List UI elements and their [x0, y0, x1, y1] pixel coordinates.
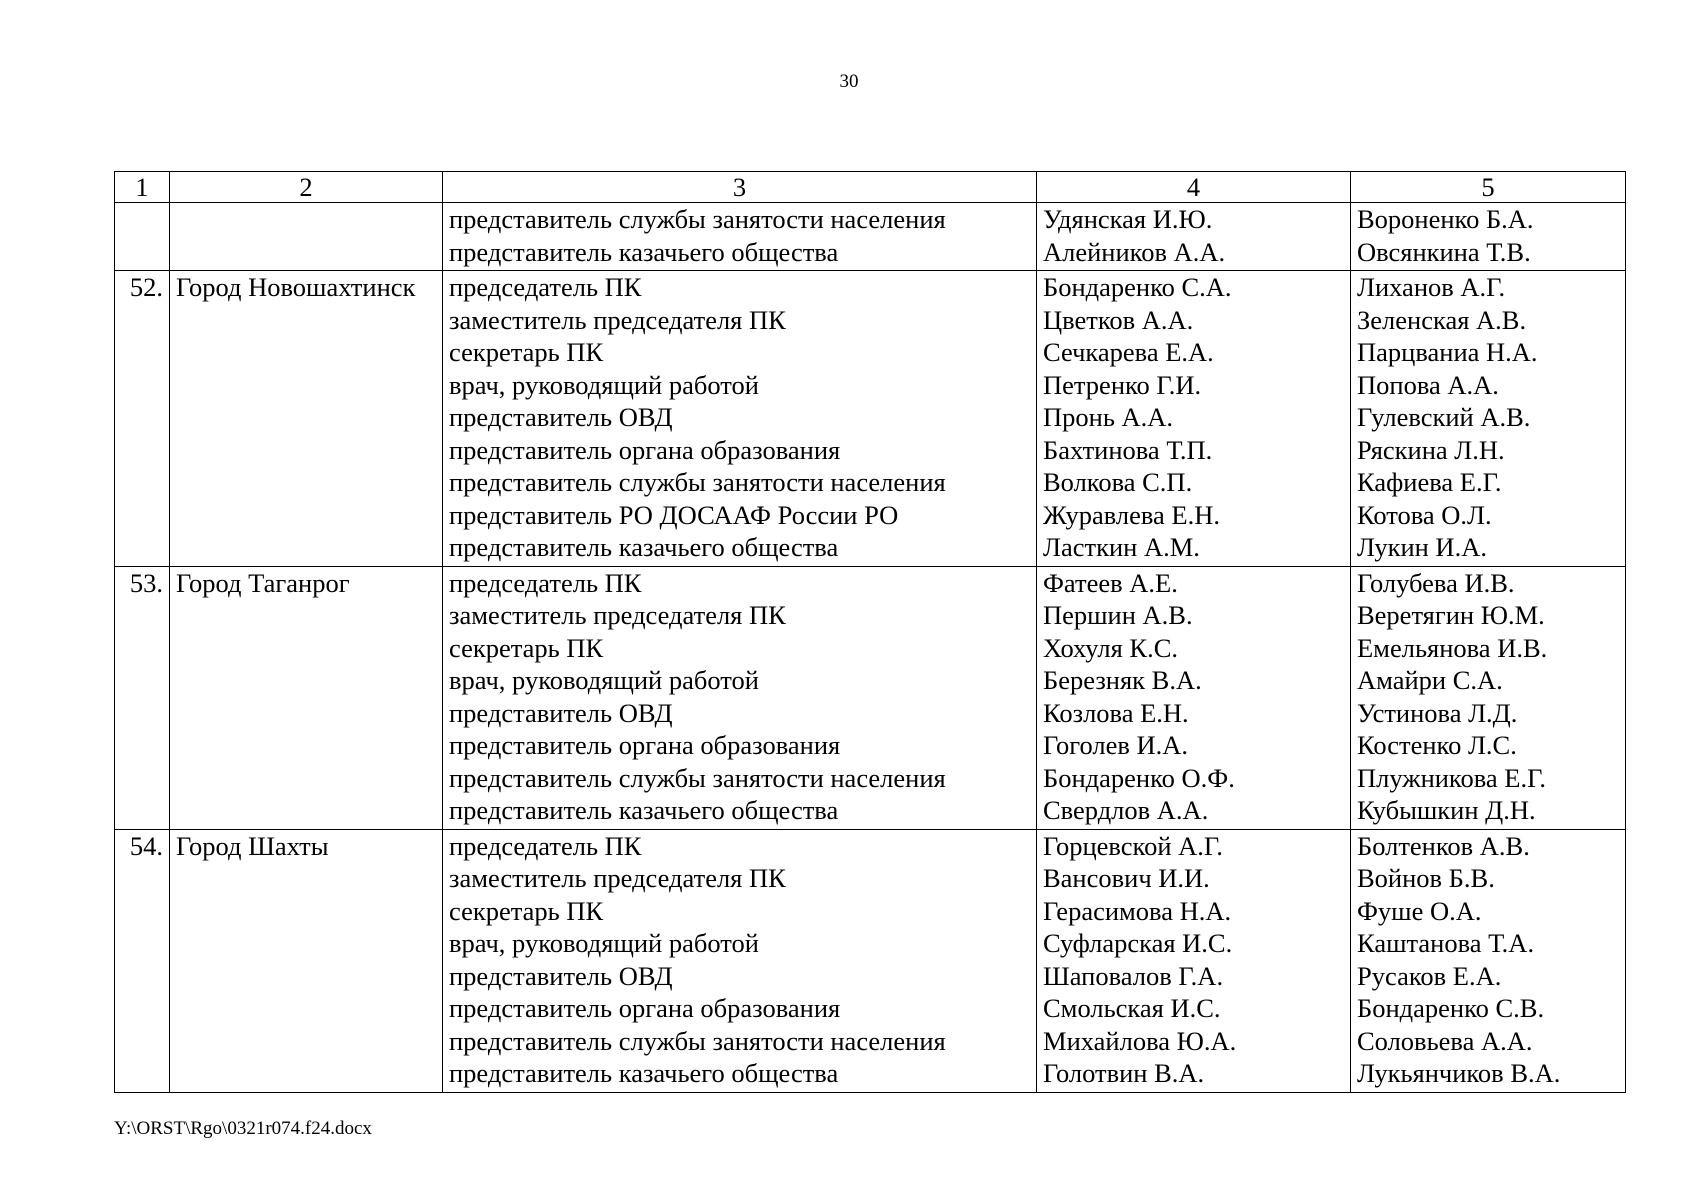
- row-number-cell: [115, 271, 170, 567]
- member-name: Гоголев И.А.: [1043, 730, 1188, 760]
- reserve-name: Амайри С.А.: [1357, 665, 1503, 695]
- role-line: представитель службы занятости населения: [449, 762, 946, 793]
- role-line: представитель ОВД: [449, 960, 673, 991]
- role-line: представитель казачьего общества: [449, 1058, 839, 1088]
- member-cell: [1037, 829, 1351, 1092]
- reserve-name: Гулевский А.В.: [1357, 402, 1531, 432]
- member-name: Петренко Г.И.: [1043, 369, 1202, 400]
- member-name: Фатеев А.Е.: [1043, 567, 1178, 598]
- member-name: Горцевской А.Г.: [1043, 830, 1223, 861]
- table-row: [115, 203, 1626, 271]
- role-line: представитель ОВД: [449, 697, 673, 728]
- reserve-cell: [1351, 271, 1626, 567]
- role-line: представитель РО ДОСААФ России РО: [449, 499, 899, 530]
- reserve-name: Соловьева А.А.: [1357, 1025, 1533, 1056]
- member-name: Герасимова Н.А.: [1043, 895, 1232, 926]
- reserve-name: Бондаренко С.В.: [1357, 993, 1545, 1023]
- member-name: Бондаренко С.А.: [1043, 272, 1232, 302]
- member-cell: [1037, 203, 1351, 271]
- reserve-name: Зеленская А.В.: [1357, 304, 1527, 335]
- role-cell: [443, 271, 1037, 567]
- table-row: [115, 271, 1626, 567]
- member-name: Бахтинова Т.П.: [1043, 434, 1213, 465]
- role-line: представитель органа образования: [449, 434, 841, 465]
- row-number: 53.: [129, 567, 163, 598]
- member-name: Козлова Е.Н.: [1043, 697, 1189, 728]
- column-header-5: 5: [1351, 172, 1626, 203]
- reserve-name: Ряскина Л.Н.: [1357, 434, 1505, 465]
- role-cell: [443, 829, 1037, 1092]
- reserve-name: Емельянова И.В.: [1357, 632, 1548, 663]
- reserve-cell: [1351, 203, 1626, 271]
- member-name: Пронь А.А.: [1043, 402, 1174, 432]
- table-header-row: [115, 172, 1626, 203]
- table-row: [115, 829, 1626, 1092]
- column-header-1: 1: [115, 172, 170, 203]
- page-number: 30: [839, 71, 859, 92]
- city-name: [176, 203, 436, 236]
- member-cell: [1037, 566, 1351, 829]
- reserve-name: Веретягин Ю.М.: [1357, 600, 1545, 630]
- role-line: врач, руководящий работой: [449, 928, 759, 958]
- role-cell: [443, 566, 1037, 829]
- reserve-name: Попова А.А.: [1357, 369, 1499, 400]
- reserve-name: Болтенков А.В.: [1357, 830, 1530, 861]
- file-path-footer: Y:\ORST\Rgo\0321r074.f24.docx: [114, 1118, 372, 1139]
- role-line: заместитель председателя ПК: [449, 600, 786, 630]
- city-cell: [170, 203, 443, 271]
- reserve-cell: [1351, 566, 1626, 829]
- member-name: Хохуля К.С.: [1043, 632, 1179, 663]
- column-header-2: 2: [170, 172, 443, 203]
- row-number-cell: [115, 829, 170, 1092]
- reserve-name: Кубышкин Д.Н.: [1357, 795, 1536, 825]
- role-line: врач, руководящий работой: [449, 665, 759, 695]
- member-name: Вансович И.И.: [1043, 863, 1210, 893]
- role-line: секретарь ПК: [449, 895, 604, 926]
- city-name: Город Шахты: [176, 830, 329, 861]
- member-name: Цветков А.А.: [1043, 304, 1194, 335]
- role-line: представитель службы занятости населения: [449, 467, 946, 497]
- row-number: 52.: [129, 272, 163, 302]
- reserve-name: Лукин И.А.: [1357, 532, 1487, 562]
- reserve-name: Фуше О.А.: [1357, 895, 1482, 926]
- city-cell: [170, 829, 443, 1092]
- role-line: представитель органа образования: [449, 993, 841, 1023]
- reserve-name: Каштанова Т.А.: [1357, 928, 1535, 958]
- row-number-cell: [115, 566, 170, 829]
- role-line: председатель ПК: [449, 272, 642, 302]
- member-name: Михайлова Ю.А.: [1043, 1025, 1237, 1056]
- role-line: секретарь ПК: [449, 632, 604, 663]
- member-name: Сечкарева Е.А.: [1043, 337, 1214, 367]
- city-name: Город Новошахтинск: [176, 272, 416, 302]
- city-name: Город Таганрог: [176, 567, 350, 598]
- role-line: заместитель председателя ПК: [449, 304, 786, 335]
- role-line: представитель органа образования: [449, 730, 841, 760]
- member-name: Ласткин А.М.: [1043, 532, 1200, 562]
- reserve-name: Вороненко Б.А.: [1357, 204, 1534, 234]
- reserve-name: Кафиева Е.Г.: [1357, 467, 1502, 497]
- role-line: представитель казачьего общества: [449, 795, 839, 825]
- member-name: Бондаренко О.Ф.: [1043, 762, 1235, 793]
- role-line: представитель казачьего общества: [449, 236, 839, 267]
- role-line: представитель службы занятости населения: [449, 204, 946, 234]
- member-cell: [1037, 271, 1351, 567]
- role-line: врач, руководящий работой: [449, 369, 759, 400]
- member-name: Удянская И.Ю.: [1043, 204, 1213, 234]
- role-line: представитель ОВД: [449, 402, 673, 432]
- member-name: Шаповалов Г.А.: [1043, 960, 1224, 991]
- role-line: секретарь ПК: [449, 337, 604, 367]
- member-name: Першин А.В.: [1043, 600, 1193, 630]
- row-number: [121, 203, 163, 236]
- commission-table: [114, 171, 1626, 1093]
- role-line: заместитель председателя ПК: [449, 863, 786, 893]
- role-line: председатель ПК: [449, 567, 642, 598]
- member-name: Голотвин В.А.: [1043, 1058, 1205, 1088]
- member-name: Свердлов А.А.: [1043, 795, 1209, 825]
- reserve-name: Парцваниа Н.А.: [1357, 337, 1538, 367]
- table-row: [115, 566, 1626, 829]
- member-name: Суфларская И.С.: [1043, 928, 1233, 958]
- row-number-cell: [115, 203, 170, 271]
- member-name: Журавлева Е.Н.: [1043, 499, 1220, 530]
- role-line: представитель казачьего общества: [449, 532, 839, 562]
- role-line: представитель службы занятости населения: [449, 1025, 946, 1056]
- reserve-name: Костенко Л.С.: [1357, 730, 1517, 760]
- member-name: Алейников А.А.: [1043, 236, 1226, 267]
- role-line: председатель ПК: [449, 830, 642, 861]
- city-cell: [170, 271, 443, 567]
- reserve-name: Котова О.Л.: [1357, 499, 1492, 530]
- reserve-name: Лиханов А.Г.: [1357, 272, 1506, 302]
- reserve-name: Лукьянчиков В.А.: [1357, 1058, 1561, 1088]
- reserve-cell: [1351, 829, 1626, 1092]
- reserve-name: Плужникова Е.Г.: [1357, 762, 1547, 793]
- reserve-name: Русаков Е.А.: [1357, 960, 1502, 991]
- column-header-3: 3: [443, 172, 1037, 203]
- role-cell: [443, 203, 1037, 271]
- member-name: Смольская И.С.: [1043, 993, 1221, 1023]
- reserve-name: Голубева И.В.: [1357, 567, 1515, 598]
- row-number: 54.: [129, 830, 163, 861]
- city-cell: [170, 566, 443, 829]
- column-header-4: 4: [1037, 172, 1351, 203]
- reserve-name: Овсянкина Т.В.: [1357, 236, 1531, 267]
- member-name: Волкова С.П.: [1043, 467, 1193, 497]
- member-name: Березняк В.А.: [1043, 665, 1202, 695]
- reserve-name: Войнов Б.В.: [1357, 863, 1495, 893]
- reserve-name: Устинова Л.Д.: [1357, 697, 1518, 728]
